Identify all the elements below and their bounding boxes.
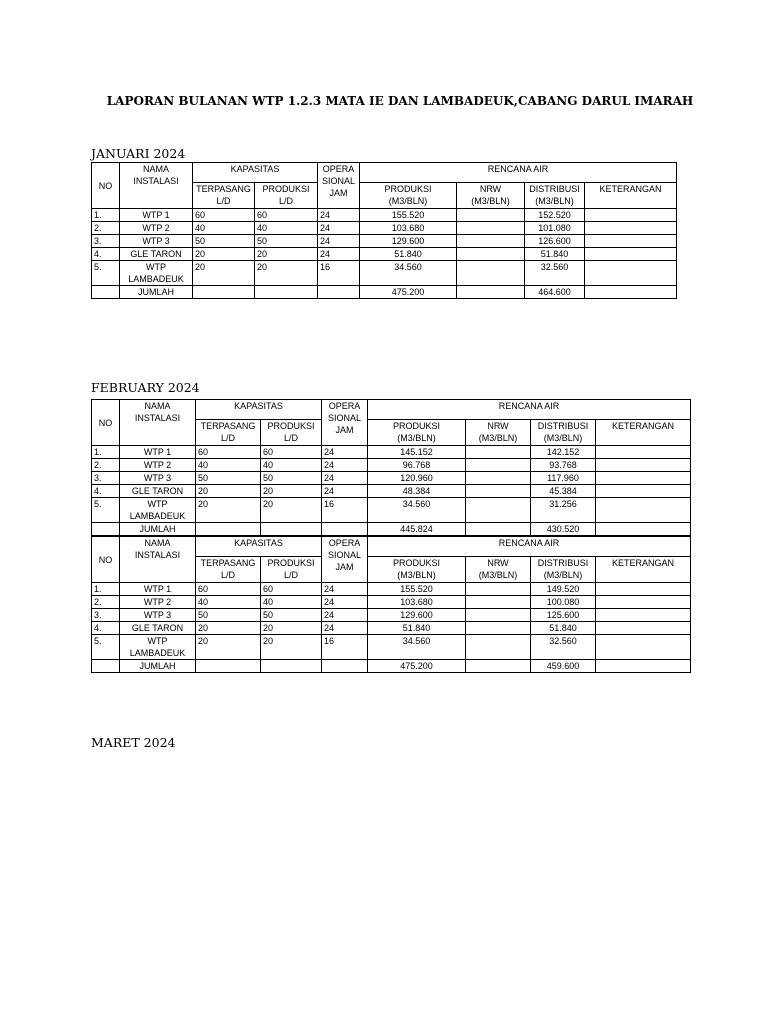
header-no: NO xyxy=(92,400,120,446)
cell-distribusi: 45.384 xyxy=(531,485,596,498)
cell-operasional-jam: 16 xyxy=(318,261,360,286)
header-distribusi-line: DISTRIBUSI xyxy=(537,421,589,431)
header-nrw-line: NRW xyxy=(487,558,509,568)
cell-jumlah-label: JUMLAH xyxy=(120,523,196,536)
header-terpasang-line: L/D xyxy=(220,570,235,580)
cell-terpasang: 20 xyxy=(196,498,261,523)
table-row xyxy=(92,472,691,485)
header-terpasang xyxy=(196,557,261,583)
cell-nrw xyxy=(466,446,531,459)
cell-terpasang: 60 xyxy=(196,583,261,596)
header-nama-instalasi xyxy=(120,400,196,446)
cell-operasional-jam: 16 xyxy=(322,498,368,523)
header-produksi-ld-line: PRODUKSI xyxy=(267,558,315,568)
cell-no: 3. xyxy=(92,472,120,485)
cell-distribusi: 100.080 xyxy=(531,596,596,609)
total-row xyxy=(92,660,691,673)
cell-nama-instalasi-line: LAMBADEUK xyxy=(128,274,184,284)
cell-nama-instalasi xyxy=(120,498,196,523)
header-produksi-ld xyxy=(255,183,318,209)
cell-nama-instalasi: WTP 3 xyxy=(120,472,196,485)
table-row xyxy=(92,248,677,261)
cell-no: 5. xyxy=(92,498,120,523)
cell-terpasang: 40 xyxy=(193,222,255,235)
cell-distribusi: 149.520 xyxy=(531,583,596,596)
cell-nrw xyxy=(466,622,531,635)
cell-distribusi: 51.840 xyxy=(525,248,585,261)
header-terpasang-line: TERPASANG xyxy=(200,421,256,431)
cell-total-distribusi: 430.520 xyxy=(531,523,596,536)
header-rencana-air: RENCANA AIR xyxy=(360,163,677,183)
header-row xyxy=(92,537,691,557)
header-nama-instalasi-line: INSTALASI xyxy=(133,176,179,186)
cell-keterangan xyxy=(585,209,677,222)
cell-nrw xyxy=(457,261,525,286)
cell-terpasang: 20 xyxy=(193,248,255,261)
cell-distribusi: 126.600 xyxy=(525,235,585,248)
cell-empty xyxy=(596,660,691,673)
cell-operasional-jam: 24 xyxy=(322,472,368,485)
header-produksi-m3-line: (M3/BLN) xyxy=(388,196,428,206)
cell-operasional-jam: 24 xyxy=(318,222,360,235)
cell-total-produksi-m3: 475.200 xyxy=(360,286,457,299)
cell-produksi-ld: 40 xyxy=(255,222,318,235)
header-kapasitas: KAPASITAS xyxy=(196,400,322,420)
table-row xyxy=(92,209,677,222)
cell-nama-instalasi: WTP 3 xyxy=(120,235,193,248)
header-produksi-m3-line: PRODUKSI xyxy=(384,184,432,194)
header-terpasang-line: L/D xyxy=(216,196,231,206)
cell-terpasang: 20 xyxy=(196,635,261,660)
cell-empty xyxy=(261,523,322,536)
header-nama-instalasi xyxy=(120,163,193,209)
cell-produksi-ld: 50 xyxy=(261,609,322,622)
cell-no: 4. xyxy=(92,622,120,635)
cell-terpasang: 60 xyxy=(196,446,261,459)
cell-nama-instalasi: GLE TARON xyxy=(120,622,196,635)
cell-nrw xyxy=(466,635,531,660)
cell-keterangan xyxy=(596,609,691,622)
header-nrw xyxy=(466,557,531,583)
table-row xyxy=(92,222,677,235)
header-keterangan: KETERANGAN xyxy=(585,183,677,209)
cell-jumlah-label: JUMLAH xyxy=(120,660,196,673)
cell-keterangan xyxy=(596,635,691,660)
cell-produksi-ld: 20 xyxy=(255,261,318,286)
header-nama-instalasi-line: NAMA xyxy=(142,164,169,174)
header-kapasitas: KAPASITAS xyxy=(193,163,318,183)
header-row xyxy=(92,400,691,420)
header-operasional-jam-line: JAM xyxy=(335,562,354,572)
section-label-february: FEBRUARY 2024 xyxy=(91,380,200,395)
header-terpasang xyxy=(193,183,255,209)
cell-nama-instalasi: GLE TARON xyxy=(120,248,193,261)
cell-nrw xyxy=(457,248,525,261)
header-distribusi xyxy=(525,183,585,209)
cell-produksi-m3: 145.152 xyxy=(368,446,466,459)
header-produksi-m3-line: (M3/BLN) xyxy=(397,433,436,443)
total-row xyxy=(92,286,677,299)
cell-nama-instalasi: WTP 2 xyxy=(120,222,193,235)
cell-nrw xyxy=(466,472,531,485)
header-produksi-m3 xyxy=(368,420,466,446)
header-row xyxy=(92,163,677,183)
cell-empty xyxy=(196,523,261,536)
header-distribusi xyxy=(531,557,596,583)
header-produksi-m3 xyxy=(360,183,457,209)
header-produksi-ld-line: PRODUKSI xyxy=(267,421,315,431)
header-distribusi xyxy=(531,420,596,446)
header-operasional-jam-line: SIONAL xyxy=(327,550,361,560)
header-nrw-line: NRW xyxy=(479,184,502,194)
header-terpasang-line: L/D xyxy=(220,433,235,443)
header-no: NO xyxy=(92,537,120,583)
cell-total-produksi-m3: 475.200 xyxy=(368,660,466,673)
cell-nrw xyxy=(457,222,525,235)
cell-terpasang: 50 xyxy=(193,235,255,248)
header-distribusi-line: DISTRIBUSI xyxy=(537,558,589,568)
cell-operasional-jam: 24 xyxy=(322,485,368,498)
cell-operasional-jam: 24 xyxy=(322,609,368,622)
cell-operasional-jam: 24 xyxy=(322,459,368,472)
cell-no: 2. xyxy=(92,459,120,472)
header-nama-instalasi-line: NAMA xyxy=(144,401,171,411)
header-nrw-line: (M3/BLN) xyxy=(478,433,518,443)
cell-nama-instalasi: GLE TARON xyxy=(120,485,196,498)
header-operasional-jam-line: OPERA xyxy=(322,164,355,174)
cell-nrw xyxy=(466,485,531,498)
cell-nama-instalasi xyxy=(120,261,193,286)
cell-terpasang: 40 xyxy=(196,596,261,609)
header-nama-instalasi xyxy=(120,537,196,583)
cell-nama-instalasi-line: LAMBADEUK xyxy=(129,648,186,658)
cell-keterangan xyxy=(585,222,677,235)
cell-nrw xyxy=(466,583,531,596)
cell-operasional-jam: 24 xyxy=(318,235,360,248)
header-produksi-m3-line: PRODUKSI xyxy=(392,421,440,431)
cell-distribusi: 125.600 xyxy=(531,609,596,622)
report-title: LAPORAN BULANAN WTP 1.2.3 MATA IE DAN LAMBADEUK,CABANG DARUL IMARAH xyxy=(106,94,694,108)
header-nrw-line: (M3/BLN) xyxy=(471,196,510,206)
header-distribusi-line: (M3/BLN) xyxy=(543,433,583,443)
cell-terpasang: 20 xyxy=(193,261,255,286)
header-keterangan: KETERANGAN xyxy=(596,557,691,583)
cell-jumlah-label: JUMLAH xyxy=(120,286,193,299)
header-rencana-air: RENCANA AIR xyxy=(368,537,691,557)
cell-operasional-jam: 24 xyxy=(318,248,360,261)
cell-produksi-ld: 60 xyxy=(261,446,322,459)
cell-produksi-m3: 103.680 xyxy=(368,596,466,609)
cell-distribusi: 93.768 xyxy=(531,459,596,472)
cell-total-distribusi: 459.600 xyxy=(531,660,596,673)
total-row xyxy=(92,523,691,536)
cell-nama-instalasi-line: WTP xyxy=(147,499,168,509)
cell-distribusi: 117.960 xyxy=(531,472,596,485)
cell-terpasang: 20 xyxy=(196,622,261,635)
cell-no: 4. xyxy=(92,485,120,498)
cell-produksi-m3: 120.960 xyxy=(368,472,466,485)
cell-empty xyxy=(596,523,691,536)
cell-produksi-m3: 155.520 xyxy=(368,583,466,596)
cell-nrw xyxy=(457,209,525,222)
table-row xyxy=(92,583,691,596)
cell-operasional-jam: 16 xyxy=(322,635,368,660)
cell-nrw xyxy=(457,235,525,248)
header-distribusi-line: (M3/BLN) xyxy=(543,570,583,580)
cell-no: 5. xyxy=(92,635,120,660)
header-produksi-ld-line: L/D xyxy=(283,433,298,443)
cell-no: 2. xyxy=(92,222,120,235)
header-rencana-air: RENCANA AIR xyxy=(368,400,691,420)
cell-nama-instalasi-line: LAMBADEUK xyxy=(129,511,186,521)
header-terpasang-line: TERPASANG xyxy=(196,184,251,194)
cell-produksi-m3: 129.600 xyxy=(360,235,457,248)
cell-distribusi: 32.560 xyxy=(525,261,585,286)
cell-no: 2. xyxy=(92,596,120,609)
cell-keterangan xyxy=(585,261,677,286)
header-no: NO xyxy=(92,163,120,209)
cell-no-empty xyxy=(92,660,120,673)
cell-empty xyxy=(193,286,255,299)
cell-produksi-m3: 51.840 xyxy=(368,622,466,635)
header-operasional-jam-line: OPERA xyxy=(328,538,361,548)
header-produksi-ld-line: L/D xyxy=(283,570,298,580)
cell-no: 1. xyxy=(92,209,120,222)
cell-keterangan xyxy=(596,583,691,596)
header-produksi-ld-line: PRODUKSI xyxy=(262,184,310,194)
cell-nama-instalasi: WTP 2 xyxy=(120,596,196,609)
table-row xyxy=(92,622,691,635)
cell-no: 4. xyxy=(92,248,120,261)
cell-empty xyxy=(322,660,368,673)
header-produksi-m3 xyxy=(368,557,466,583)
cell-produksi-ld: 20 xyxy=(261,498,322,523)
table-row xyxy=(92,459,691,472)
cell-terpasang: 40 xyxy=(196,459,261,472)
cell-produksi-m3: 48.384 xyxy=(368,485,466,498)
header-operasional-jam xyxy=(318,163,360,209)
cell-operasional-jam: 24 xyxy=(322,622,368,635)
cell-empty xyxy=(255,286,318,299)
cell-empty xyxy=(585,286,677,299)
cell-distribusi: 152.520 xyxy=(525,209,585,222)
header-produksi-ld-line: L/D xyxy=(278,196,293,206)
cell-produksi-ld: 20 xyxy=(261,635,322,660)
cell-produksi-m3: 51.840 xyxy=(360,248,457,261)
cell-no-empty xyxy=(92,286,120,299)
header-produksi-ld xyxy=(261,557,322,583)
cell-terpasang: 20 xyxy=(196,485,261,498)
cell-produksi-ld: 40 xyxy=(261,596,322,609)
header-nrw xyxy=(457,183,525,209)
header-terpasang-line: TERPASANG xyxy=(200,558,256,568)
cell-empty xyxy=(322,523,368,536)
cell-produksi-ld: 20 xyxy=(255,248,318,261)
report-table-januari xyxy=(91,162,677,299)
cell-distribusi: 31.256 xyxy=(531,498,596,523)
header-distribusi-line: (M3/BLN) xyxy=(535,196,574,206)
cell-nama-instalasi-line: WTP xyxy=(147,636,168,646)
header-operasional-jam xyxy=(322,400,368,446)
cell-nama-instalasi-line: WTP xyxy=(146,262,166,272)
cell-operasional-jam: 24 xyxy=(322,596,368,609)
cell-produksi-m3: 103.680 xyxy=(360,222,457,235)
cell-produksi-m3: 34.560 xyxy=(368,498,466,523)
cell-empty xyxy=(466,523,531,536)
cell-produksi-m3: 129.600 xyxy=(368,609,466,622)
cell-operasional-jam: 24 xyxy=(322,446,368,459)
cell-empty xyxy=(318,286,360,299)
cell-distribusi: 101.080 xyxy=(525,222,585,235)
header-nama-instalasi-line: INSTALASI xyxy=(134,550,181,560)
table-row xyxy=(92,498,691,523)
cell-keterangan xyxy=(596,596,691,609)
cell-produksi-ld: 20 xyxy=(261,622,322,635)
cell-keterangan xyxy=(596,622,691,635)
cell-nama-instalasi: WTP 3 xyxy=(120,609,196,622)
header-operasional-jam-line: SIONAL xyxy=(327,413,361,423)
header-operasional-jam-line: SIONAL xyxy=(321,176,355,186)
cell-produksi-ld: 50 xyxy=(261,472,322,485)
table-row xyxy=(92,235,677,248)
header-kapasitas: KAPASITAS xyxy=(196,537,322,557)
header-keterangan: KETERANGAN xyxy=(596,420,691,446)
cell-produksi-ld: 60 xyxy=(261,583,322,596)
cell-total-produksi-m3: 445.824 xyxy=(368,523,466,536)
cell-produksi-ld: 60 xyxy=(255,209,318,222)
table-row xyxy=(92,635,691,660)
cell-keterangan xyxy=(596,472,691,485)
cell-keterangan xyxy=(596,446,691,459)
cell-empty xyxy=(466,660,531,673)
table-row xyxy=(92,261,677,286)
cell-nama-instalasi: WTP 1 xyxy=(120,583,196,596)
cell-empty xyxy=(196,660,261,673)
table-row xyxy=(92,609,691,622)
cell-nama-instalasi: WTP 2 xyxy=(120,459,196,472)
cell-distribusi: 142.152 xyxy=(531,446,596,459)
report-table-february-2 xyxy=(91,536,691,673)
header-nama-instalasi-line: INSTALASI xyxy=(134,413,181,423)
cell-nrw xyxy=(466,498,531,523)
cell-keterangan xyxy=(585,235,677,248)
cell-keterangan xyxy=(596,498,691,523)
cell-keterangan xyxy=(585,248,677,261)
header-nrw xyxy=(466,420,531,446)
cell-no-empty xyxy=(92,523,120,536)
section-label-januari: JANUARI 2024 xyxy=(91,146,186,161)
header-operasional-jam xyxy=(322,537,368,583)
cell-operasional-jam: 24 xyxy=(318,209,360,222)
header-distribusi-line: DISTRIBUSI xyxy=(529,184,580,194)
cell-total-distribusi: 464.600 xyxy=(525,286,585,299)
header-operasional-jam-line: JAM xyxy=(335,425,354,435)
cell-distribusi: 32.560 xyxy=(531,635,596,660)
cell-produksi-ld: 20 xyxy=(261,485,322,498)
cell-nama-instalasi: WTP 1 xyxy=(120,209,193,222)
cell-keterangan xyxy=(596,459,691,472)
table-row xyxy=(92,596,691,609)
cell-no: 3. xyxy=(92,235,120,248)
header-operasional-jam-line: OPERA xyxy=(328,401,361,411)
cell-no: 1. xyxy=(92,583,120,596)
section-label-maret: MARET 2024 xyxy=(91,735,176,750)
header-nrw-line: NRW xyxy=(487,421,509,431)
cell-nama-instalasi: WTP 1 xyxy=(120,446,196,459)
cell-terpasang: 50 xyxy=(196,609,261,622)
cell-no: 1. xyxy=(92,446,120,459)
report-table-february-1 xyxy=(91,399,691,536)
cell-terpasang: 60 xyxy=(193,209,255,222)
header-produksi-m3-line: PRODUKSI xyxy=(392,558,440,568)
header-produksi-ld xyxy=(261,420,322,446)
cell-produksi-m3: 96.768 xyxy=(368,459,466,472)
cell-no: 5. xyxy=(92,261,120,286)
cell-no: 3. xyxy=(92,609,120,622)
cell-nrw xyxy=(466,609,531,622)
header-operasional-jam-line: JAM xyxy=(329,188,348,198)
cell-nrw xyxy=(466,596,531,609)
cell-produksi-ld: 50 xyxy=(255,235,318,248)
header-nama-instalasi-line: NAMA xyxy=(144,538,171,548)
cell-produksi-ld: 40 xyxy=(261,459,322,472)
cell-produksi-m3: 155.520 xyxy=(360,209,457,222)
header-nrw-line: (M3/BLN) xyxy=(478,570,518,580)
cell-produksi-m3: 34.560 xyxy=(360,261,457,286)
cell-keterangan xyxy=(596,485,691,498)
cell-nrw xyxy=(466,459,531,472)
cell-produksi-m3: 34.560 xyxy=(368,635,466,660)
cell-empty xyxy=(457,286,525,299)
table-row xyxy=(92,485,691,498)
header-terpasang xyxy=(196,420,261,446)
header-produksi-m3-line: (M3/BLN) xyxy=(397,570,436,580)
table-row xyxy=(92,446,691,459)
cell-terpasang: 50 xyxy=(196,472,261,485)
cell-operasional-jam: 24 xyxy=(322,583,368,596)
cell-empty xyxy=(261,660,322,673)
cell-distribusi: 51.840 xyxy=(531,622,596,635)
cell-nama-instalasi xyxy=(120,635,196,660)
